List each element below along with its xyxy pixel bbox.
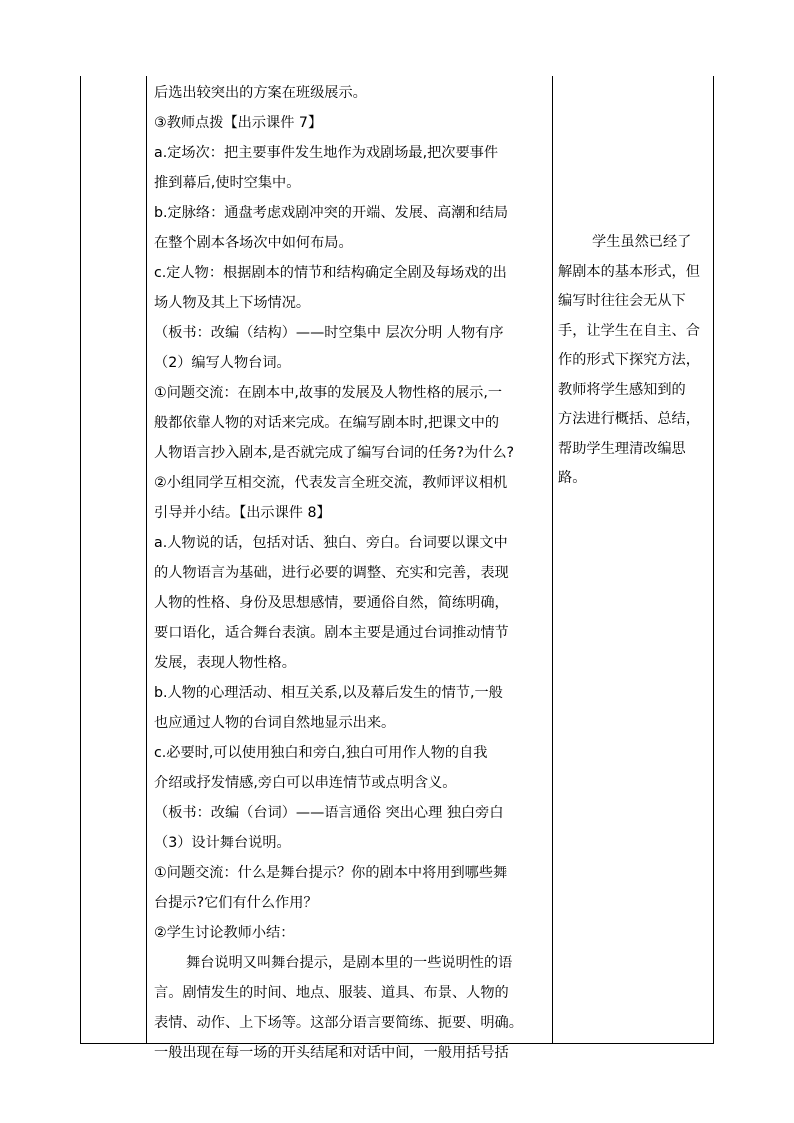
text-line: ②小组同学互相交流，代表发言全班交流，教师评议相机 [154, 475, 508, 491]
side-text-line: 帮助学生理清改编思 [558, 440, 686, 457]
table-cell-activity [154, 78, 552, 1061]
text-line: 舞台说明又叫舞台提示，是剧本里的一些说明性的语 [186, 955, 513, 971]
table-column-divider-2 [552, 76, 553, 1044]
text-line: （板书：改编（结构）——时空集中 层次分明 人物有序 [154, 325, 504, 341]
text-line: 推到幕后,使时空集中。 [154, 175, 301, 191]
side-text-line: 学生虽然已经了 [592, 234, 692, 250]
table-border-right [713, 76, 714, 1044]
side-text-line: 方法进行概括、总结， [558, 411, 700, 427]
table-column-divider-1 [146, 76, 147, 1044]
text-line: ③教师点拨【出示课件 7】 [154, 115, 323, 131]
text-line: 发展，表现人物性格。 [154, 655, 296, 671]
text-line: 后选出较突出的方案在班级展示。 [154, 85, 367, 101]
text-line: b.定脉络：通盘考虑戏剧冲突的开端、发展、高潮和结局 [154, 205, 509, 221]
text-line: 场人物及其上下场情况。 [154, 295, 311, 311]
text-line: 引导并小结。【出示课件 8】 [154, 505, 331, 521]
text-line: 人物的性格、身份及思想感情，要通俗自然，简练明确， [154, 595, 509, 611]
text-line: 台提示?它们有什么作用？ [154, 895, 318, 911]
table-cell-step [81, 76, 146, 1043]
text-line: 在整个剧本各场次中如何布局。 [154, 235, 353, 251]
side-text-line: 路。 [558, 470, 587, 486]
text-line: a.定场次：把主要事件发生地作为戏剧场最,把次要事件 [154, 145, 499, 161]
side-text-line: 编写时往往会无从下 [558, 293, 686, 309]
text-line: ②学生讨论教师小结： [154, 925, 295, 941]
table-cell-design-intent [558, 228, 710, 494]
side-text-line: 作的形式下探究方法， [558, 352, 700, 368]
text-line: 表情、动作、上下场等。这部分语言要简练、扼要、明确。 [154, 1015, 523, 1031]
text-line: ①问题交流：在剧本中,故事的发展及人物性格的展示,一 [154, 385, 503, 401]
text-line: （3）设计舞台说明。 [154, 835, 291, 851]
side-text-line: 手，让学生在自主、合 [558, 322, 700, 339]
text-line: 的人物语言为基础，进行必要的调整、充实和完善，表现 [154, 565, 509, 581]
text-line: （2）编写人物台词。 [154, 355, 291, 371]
text-line: 也应通过人物的台词自然地显示出来。 [154, 715, 396, 731]
side-text-line: 教师将学生感知到的 [558, 381, 686, 398]
text-line: 介绍或抒发情感,旁白可以串连情节或点明含义。 [154, 775, 457, 791]
text-line: 一般出现在每一场的开头结尾和对话中间，一般用括号括 [154, 1045, 509, 1061]
text-line: 人物语言抄入剧本,是否就完成了编写台词的任务?为什么? [154, 445, 515, 461]
side-text-line: 解剧本的基本形式，但 [558, 263, 700, 280]
text-line: 般都依靠人物的对话来完成。在编写剧本时,把课文中的 [154, 415, 500, 431]
text-line: a.人物说的话，包括对话、独白、旁白。台词要以课文中 [154, 535, 508, 551]
text-line: 言。剧情发生的时间、地点、服装、道具、布景、人物的 [154, 985, 509, 1001]
text-line: c.定人物：根据剧本的情节和结构确定全剧及每场戏的出 [154, 265, 507, 281]
text-line: 要口语化，适合舞台表演。剧本主要是通过台词推动情节 [154, 625, 509, 641]
text-line: （板书：改编（台词）——语言通俗 突出心理 独白旁白 [154, 805, 504, 821]
text-line: c.必要时,可以使用独白和旁白,独白可用作人物的自我 [154, 745, 488, 761]
text-line: ①问题交流：什么是舞台提示？你的剧本中将用到哪些舞 [154, 865, 508, 881]
text-line: b.人物的心理活动、相互关系,以及幕后发生的情节,一般 [154, 685, 503, 701]
